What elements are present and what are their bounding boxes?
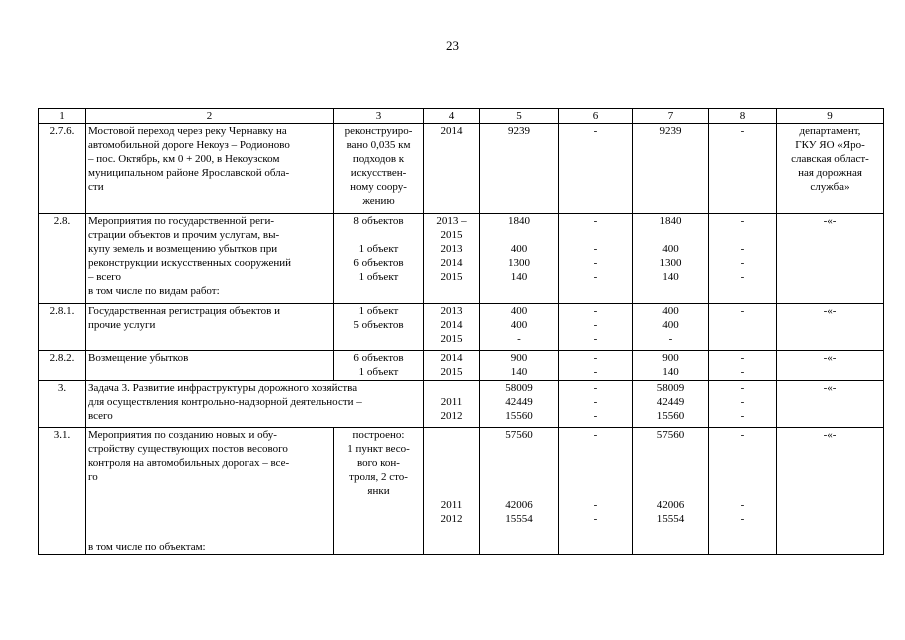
- row-col8: - - -: [709, 428, 777, 555]
- row-name: Задача 3. Развитие инфраструктуры дорожного хозяйства для осуществления контрольно-надзорной деятельности – всего: [86, 381, 424, 428]
- page-number: 23: [446, 38, 459, 53]
- header-col-5: 5: [480, 109, 559, 124]
- row-col8: -: [709, 124, 777, 214]
- table-row: [39, 304, 884, 351]
- header-col-6: 6: [559, 109, 633, 124]
- row-total: 900 140: [480, 351, 559, 381]
- row-col7: 57560 42006 15554: [633, 428, 709, 555]
- table-row: [39, 428, 884, 555]
- row-years: 2013 – 2015 2013 2014 2015: [424, 214, 480, 304]
- row-name: Возмещение убытков: [86, 351, 334, 381]
- row-name: Мероприятия по созданию новых и обу- стройству существующих постов весового контроля на автомобильных дорогах – все- го в том числе по объектам:: [86, 428, 334, 555]
- row-years: 2013 2014 2015: [424, 304, 480, 351]
- row-col6: -: [559, 124, 633, 214]
- row-result: реконструиро- вано 0,035 км подходов к искусствен- ному соору- жению: [334, 124, 424, 214]
- row-col6: - - -: [559, 428, 633, 555]
- row-col6: - -: [559, 351, 633, 381]
- row-name: Мероприятия по государственной реги- страции объектов и прочим услугам, вы- купу земель и возмещению убытков при реконструкции искусственных сооружений – всего в том числе по видам работ:: [86, 214, 334, 304]
- header-col-3: 3: [334, 109, 424, 124]
- row-number: 2.7.6.: [39, 124, 86, 214]
- table-row: [39, 214, 884, 304]
- header-row: [39, 109, 884, 124]
- row-years: 2011 2012: [424, 428, 480, 555]
- header-col-1: 1: [39, 109, 86, 124]
- row-years: 2014 2015: [424, 351, 480, 381]
- row-col8: - -: [709, 351, 777, 381]
- row-executor: -«-: [777, 304, 884, 351]
- row-number: 2.8.2.: [39, 351, 86, 381]
- program-table: [38, 108, 884, 555]
- table-row: [39, 351, 884, 381]
- row-total: 58009 42449 15560: [480, 381, 559, 428]
- row-col6: - - -: [559, 381, 633, 428]
- row-executor: -«-: [777, 428, 884, 555]
- row-number: 3.: [39, 381, 86, 428]
- header-col-9: 9: [777, 109, 884, 124]
- row-total: 57560 42006 15554: [480, 428, 559, 555]
- row-result: построено: 1 пункт весо- вого кон- троля, 2 сто- янки: [334, 428, 424, 555]
- row-result: 1 объект 5 объектов: [334, 304, 424, 351]
- row-col7: 400 400 -: [633, 304, 709, 351]
- row-col8: - - - -: [709, 214, 777, 304]
- row-result: 6 объектов 1 объект: [334, 351, 424, 381]
- row-executor: -«-: [777, 214, 884, 304]
- row-executor: департамент, ГКУ ЯО «Яро- славская област- ная дорожная служба»: [777, 124, 884, 214]
- header-col-8: 8: [709, 109, 777, 124]
- row-total: 400 400 -: [480, 304, 559, 351]
- row-col6: - - -: [559, 304, 633, 351]
- row-name: Мостовой переход через реку Чернавку на автомобильной дороге Некоуз – Родионово – пос. Октябрь, км 0 + 200, в Некоузском муниципальном районе Ярославской обла- сти: [86, 124, 334, 214]
- row-col6: - - - -: [559, 214, 633, 304]
- header-col-2: 2: [86, 109, 334, 124]
- table-row: [39, 124, 884, 214]
- row-col8: - - -: [709, 381, 777, 428]
- row-total: 9239: [480, 124, 559, 214]
- row-number: 2.8.1.: [39, 304, 86, 351]
- row-col8: -: [709, 304, 777, 351]
- row-years: 2011 2012: [424, 381, 480, 428]
- row-col7: 58009 42449 15560: [633, 381, 709, 428]
- row-executor: -«-: [777, 381, 884, 428]
- row-name: Государственная регистрация объектов и прочие услуги: [86, 304, 334, 351]
- header-col-4: 4: [424, 109, 480, 124]
- table-row: [39, 381, 884, 428]
- row-col7: 1840 400 1300 140: [633, 214, 709, 304]
- row-years: 2014: [424, 124, 480, 214]
- header-col-7: 7: [633, 109, 709, 124]
- row-col7: 9239: [633, 124, 709, 214]
- row-col7: 900 140: [633, 351, 709, 381]
- row-result: 8 объектов 1 объект 6 объектов 1 объект: [334, 214, 424, 304]
- row-number: 2.8.: [39, 214, 86, 304]
- row-number: 3.1.: [39, 428, 86, 555]
- row-executor: -«-: [777, 351, 884, 381]
- row-total: 1840 400 1300 140: [480, 214, 559, 304]
